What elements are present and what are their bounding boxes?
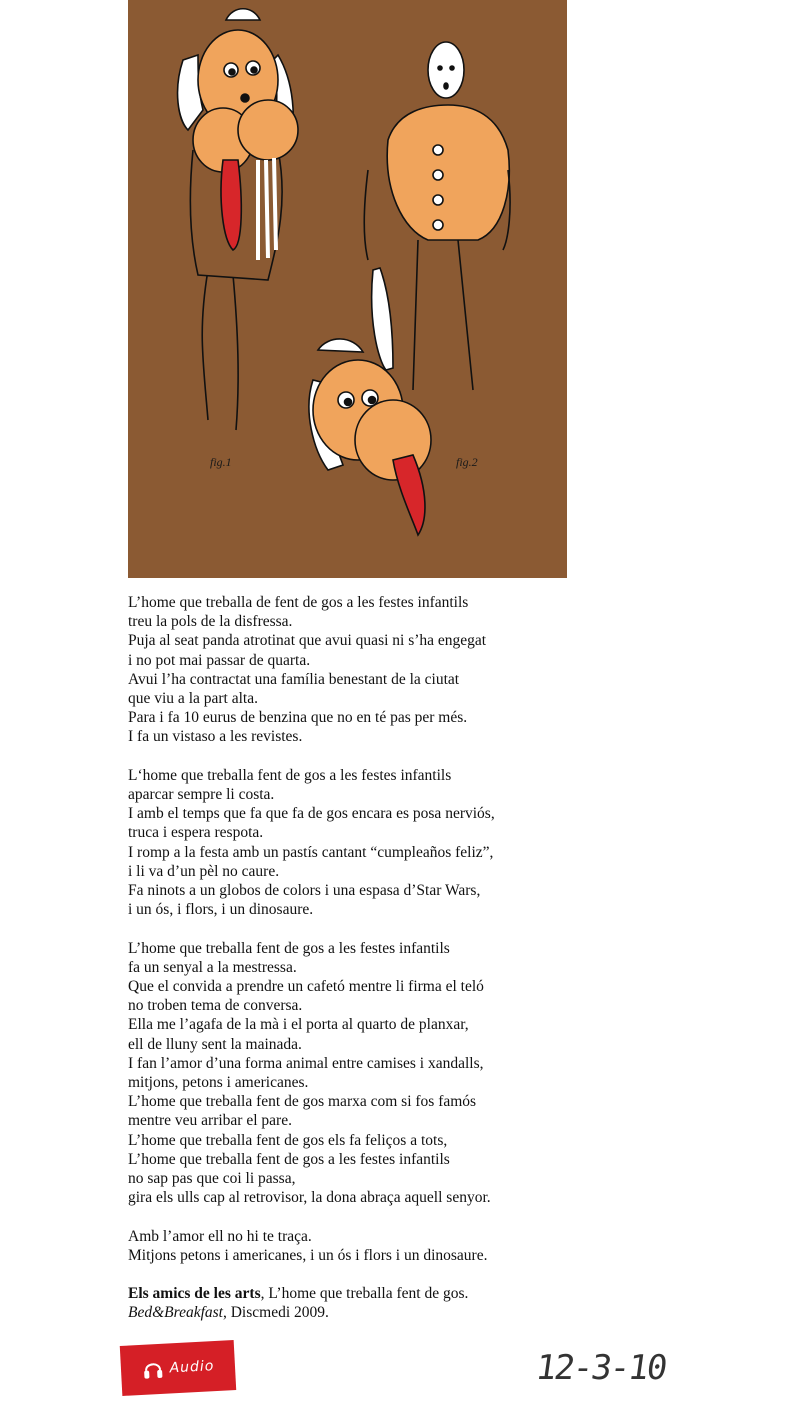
artist-name: Els amics de les arts (128, 1285, 261, 1302)
poem-line: Puja al seat panda atrotinat que avui quasi ni s’ha engegat (128, 632, 487, 650)
poem-line: aparcar sempre li costa. (128, 786, 275, 804)
poem-line: I fan l’amor d’una forma animal entre camises i xandalls, (128, 1054, 484, 1072)
poem-lyrics (128, 593, 688, 1284)
handwritten-date: 12-3-10 (533, 1348, 669, 1388)
poem-line: I fa un vistaso a les revistes. (128, 728, 303, 746)
poem-line: Que el convida a prendre un cafetó mentre li firma el teló (128, 978, 484, 996)
song-title: , L’home que treballa fent de gos. (260, 1285, 469, 1302)
illustration (128, 0, 567, 578)
poem-line: mentre veu arribar el pare. (128, 1112, 292, 1130)
poem-line: L‘home que treballa fent de gos a les festes infantils (128, 766, 452, 784)
poem-line: Ella me l’agafa de la mà i el porta al quarto de planxar, (128, 1016, 469, 1034)
poem-line: que viu a la part alta. (128, 690, 258, 708)
poem-line: treu la pols de la disfressa. (128, 613, 293, 631)
poem-line: Para i fa 10 eurus de benzina que no en té pas per més. (128, 709, 468, 727)
fig-1-label: fig.1 (210, 455, 232, 469)
figure-2 (364, 42, 510, 390)
poem-line: fa un senyal a la mestressa. (128, 958, 297, 976)
fig-2-label: fig.2 (456, 455, 478, 469)
poem-line: Amb l’amor ell no hi te traça. (128, 1227, 312, 1245)
poem-line: i no pot mai passar de quarta. (128, 651, 311, 669)
poem-line: truca i espera respota. (128, 824, 264, 842)
poem-line: i li va d’un pèl no caure. (128, 862, 280, 880)
headphones-icon (141, 1356, 164, 1383)
poem-line: L’home que treballa fent de gos marxa com si fos famós (128, 1093, 477, 1111)
poem-line: no sap pas que coi li passa, (128, 1170, 296, 1188)
stanza-3 (128, 939, 688, 1208)
figure-1 (178, 9, 298, 430)
poem-line: L’home que treballa fent de gos a les festes infantils (128, 939, 450, 957)
label-year: , Discmedi 2009. (222, 1304, 329, 1322)
poem-line: Fa ninots a un globos de colors i una espasa d’Star Wars, (128, 882, 481, 900)
album-name: Bed&Breakfast (128, 1304, 223, 1322)
poem-line: mitjons, petons i americanes. (128, 1074, 309, 1092)
stanza-1 (128, 593, 688, 747)
poem-line: ell de lluny sent la mainada. (128, 1035, 302, 1053)
poem-line: I romp a la festa amb un pastís cantant “cumpleaños feliz”, (128, 843, 494, 861)
credits-line-1 (128, 1284, 468, 1303)
poem-line: no troben tema de conversa. (128, 997, 303, 1015)
poem-line: Mitjons petons i americanes, i un ós i flors i un dinosaure. (128, 1246, 488, 1264)
poem-line: Avui l’ha contractat una família benestant de la ciutat (128, 670, 460, 688)
poem-line: i un ós, i flors, i un dinosaure. (128, 901, 314, 919)
poem-line: gira els ulls cap al retrovisor, la dona abraça aquell senyor. (128, 1189, 491, 1207)
audio-button[interactable] (120, 1340, 236, 1396)
dog-head (309, 339, 431, 535)
poem-line: L’home que treballa fent de gos els fa feliços a tots, (128, 1131, 448, 1149)
stanza-2 (128, 766, 688, 920)
poem-line: L’home que treballa fent de gos a les festes infantils (128, 1150, 450, 1168)
dog-costume-drawing (128, 0, 567, 578)
audio-label: Audio (169, 1358, 215, 1377)
song-credits (128, 1284, 468, 1322)
poem-line: I amb el temps que fa que fa de gos encara es posa nerviós, (128, 805, 495, 823)
poem-line: L’home que treballa de fent de gos a les festes infantils (128, 594, 469, 611)
credits-line-2 (128, 1303, 468, 1322)
stanza-4 (128, 1227, 688, 1265)
